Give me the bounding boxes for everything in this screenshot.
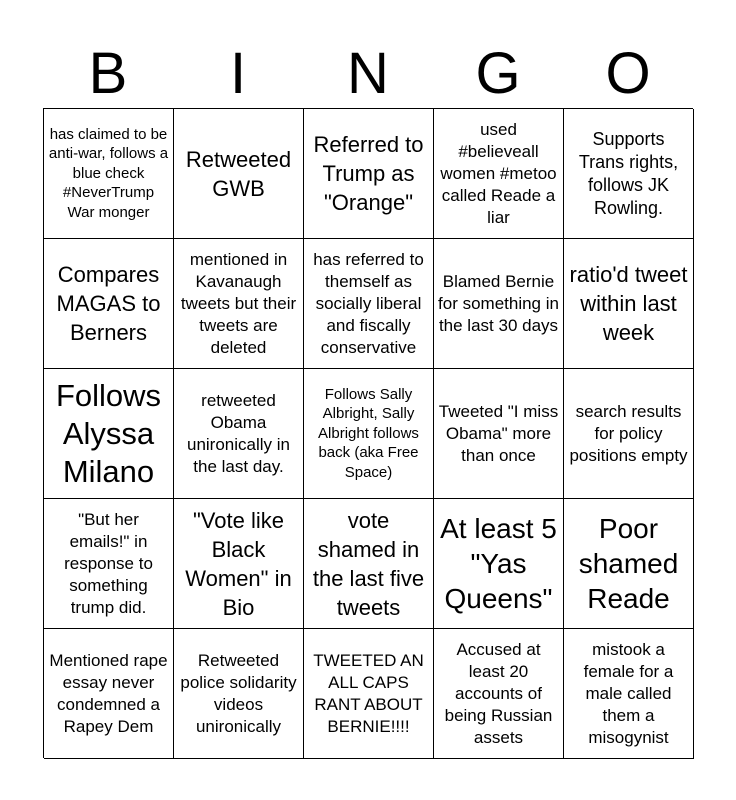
header-letter-b: B xyxy=(88,41,128,106)
cell-text: Referred to Trump as "Orange" xyxy=(313,132,424,215)
cell-text: Supports Trans rights, follows JK Rowling. xyxy=(578,128,679,218)
bingo-header xyxy=(43,40,693,108)
header-letter-g: G xyxy=(475,41,521,106)
cell-text: TWEETED AN ALL CAPS RANT ABOUT BERNIE!!!! xyxy=(313,650,424,736)
cell-text: mentioned in Kavanaugh tweets but their tweets are deleted xyxy=(180,249,297,357)
bingo-cell[interactable] xyxy=(304,629,434,759)
cell-text: Poor shamed Reade xyxy=(578,513,679,614)
cell-text: Mentioned rape essay never condemned a Rapey Dem xyxy=(49,650,168,736)
bingo-cell[interactable] xyxy=(434,369,564,499)
cell-text: has claimed to be anti-war, follows a blue check #NeverTrump War monger xyxy=(48,125,169,221)
bingo-cell[interactable] xyxy=(174,629,304,759)
bingo-cell[interactable] xyxy=(304,109,434,239)
bingo-cell[interactable] xyxy=(174,109,304,239)
cell-text: Retweeted GWB xyxy=(185,146,292,201)
cell-text: retweeted Obama unironically in the last day. xyxy=(187,390,290,476)
bingo-cell[interactable] xyxy=(44,239,174,369)
cell-text: mistook a female for a male called them a misogynist xyxy=(583,639,674,747)
cell-text: Follows Alyssa Milano xyxy=(55,377,162,489)
header-letter-o: O xyxy=(605,41,651,106)
header-letter-i: I xyxy=(229,41,247,106)
cell-text: "Vote like Black Women" in Bio xyxy=(185,507,292,620)
cell-text: Retweeted police solidarity videos unironically xyxy=(180,650,297,736)
bingo-cell[interactable] xyxy=(44,629,174,759)
cell-text: "But her emails!" in response to something trump did. xyxy=(64,509,153,617)
cell-text: ratio'd tweet within last week xyxy=(569,262,688,345)
bingo-cell[interactable] xyxy=(44,109,174,239)
cell-text: Compares MAGAS to Berners xyxy=(56,262,161,345)
bingo-cell[interactable] xyxy=(304,499,434,629)
bingo-cell[interactable] xyxy=(434,499,564,629)
bingo-cell[interactable] xyxy=(434,109,564,239)
cell-text: has referred to themself as socially liberal and fiscally conservative xyxy=(313,249,424,357)
bingo-free-space[interactable] xyxy=(304,369,434,499)
cell-text: search results for policy positions empty xyxy=(569,401,688,465)
bingo-cell[interactable] xyxy=(564,109,694,239)
bingo-cell[interactable] xyxy=(44,499,174,629)
cell-text: At least 5 "Yas Queens" xyxy=(440,513,557,614)
cell-text: used #believeall women #metoo called Reade a liar xyxy=(440,119,557,227)
bingo-cell[interactable] xyxy=(174,369,304,499)
bingo-cell[interactable] xyxy=(564,239,694,369)
bingo-cell[interactable] xyxy=(564,629,694,759)
cell-text: Accused at least 20 accounts of being Russian assets xyxy=(444,639,553,747)
cell-text: vote shamed in the last five tweets xyxy=(312,507,425,620)
cell-text: Blamed Bernie for something in the last 30 days xyxy=(438,271,559,335)
bingo-cell[interactable] xyxy=(434,629,564,759)
bingo-cell[interactable] xyxy=(434,239,564,369)
bingo-cell[interactable] xyxy=(44,369,174,499)
cell-text: Follows Sally Albright, Sally Albright follows back (aka Free Space) xyxy=(318,385,419,481)
bingo-cell[interactable] xyxy=(304,239,434,369)
bingo-cell[interactable] xyxy=(174,499,304,629)
bingo-grid xyxy=(43,108,693,758)
bingo-cell[interactable] xyxy=(174,239,304,369)
bingo-cell[interactable] xyxy=(564,499,694,629)
cell-text: Tweeted "I miss Obama" more than once xyxy=(438,401,559,465)
header-letter-n: N xyxy=(347,41,389,106)
bingo-cell[interactable] xyxy=(564,369,694,499)
